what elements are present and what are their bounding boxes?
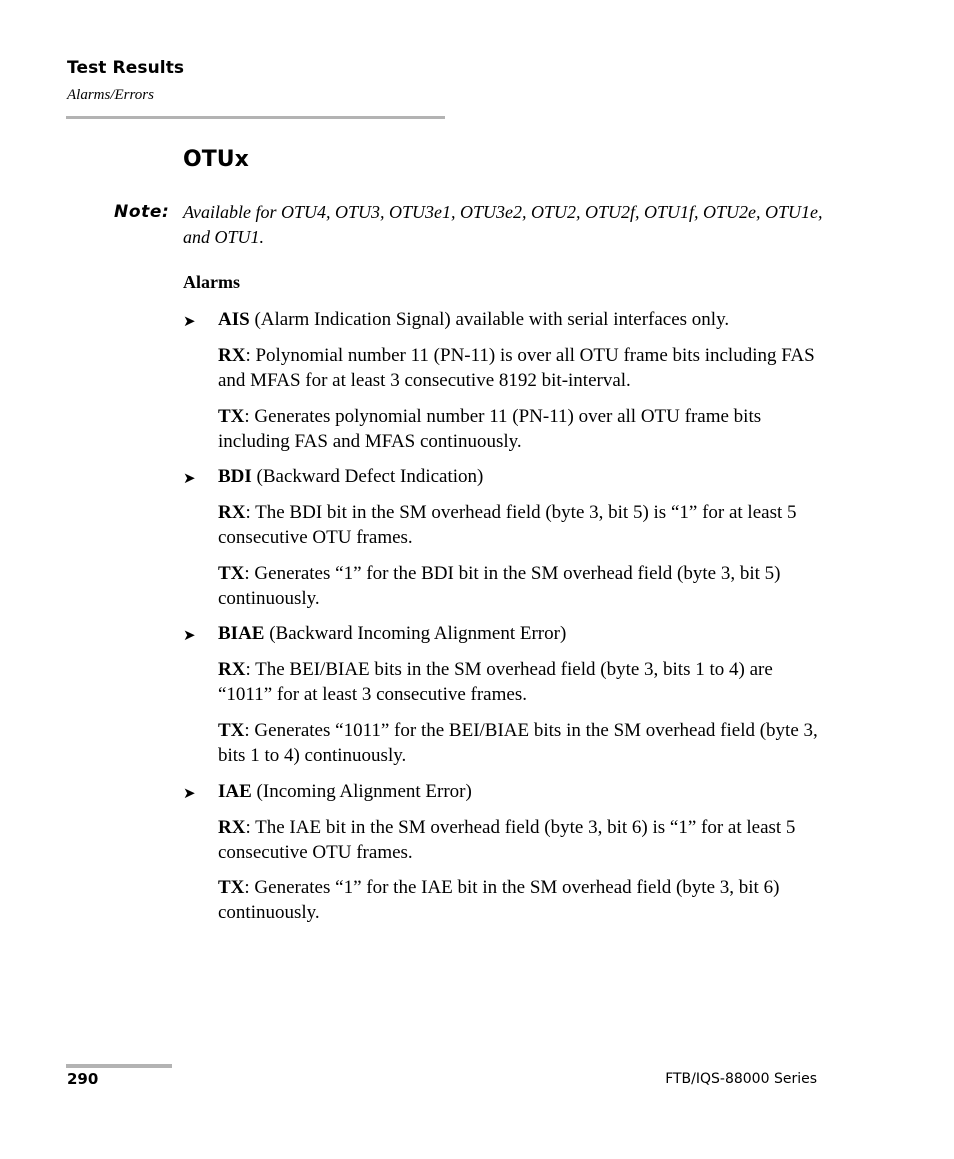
note-label: Note: (114, 202, 170, 222)
alarm-description: (Incoming Alignment Error) (251, 781, 472, 802)
bullet-arrow-icon: ➤ (183, 786, 196, 802)
rx-label: RX (218, 817, 246, 838)
alarm-item-biae (218, 621, 818, 646)
header-rule (66, 116, 445, 119)
tx-text: : Generates “1” for the BDI bit in the SM overhead field (byte 3, bit 5) continuously. (218, 563, 781, 609)
alarm-item-ais (218, 307, 818, 332)
alarms-heading: Alarms (183, 272, 240, 292)
tx-text: : Generates polynomial number 11 (PN-11) over all OTU frame bits including FAS and MFAS continuously. (218, 406, 762, 452)
rx-text: : The IAE bit in the SM overhead field (byte 3, bit 6) is “1” for at least 5 consecutive OTU frames. (218, 817, 796, 863)
rx-paragraph (218, 815, 818, 865)
tx-label: TX (218, 720, 245, 741)
bullet-arrow-icon: ➤ (183, 314, 196, 330)
tx-paragraph (218, 561, 818, 611)
bullet-arrow-icon: ➤ (183, 628, 196, 644)
tx-paragraph (218, 875, 818, 925)
alarm-item-bdi (218, 464, 818, 489)
rx-paragraph (218, 657, 818, 707)
rx-label: RX (218, 659, 246, 680)
tx-text: : Generates “1” for the IAE bit in the SM overhead field (byte 3, bit 6) continuously. (218, 877, 780, 923)
rx-label: RX (218, 502, 246, 523)
page-number: 290 (67, 1070, 99, 1088)
rx-text: : Polynomial number 11 (PN-11) is over all OTU frame bits including FAS and MFAS for at least 3 consecutive 8192 bit-interval. (218, 345, 815, 391)
bullet-arrow-icon: ➤ (183, 471, 196, 487)
rx-paragraph (218, 343, 818, 393)
alarm-description: (Backward Incoming Alignment Error) (264, 623, 567, 644)
running-header-subtitle: Alarms/Errors (67, 87, 154, 103)
rx-text: : The BDI bit in the SM overhead field (byte 3, bit 5) is “1” for at least 5 consecutive OTU frames. (218, 502, 797, 548)
tx-paragraph (218, 718, 818, 768)
tx-text: : Generates “1011” for the BEI/BIAE bits in the SM overhead field (byte 3, bits 1 to 4) continuously. (218, 720, 818, 766)
alarm-description: (Backward Defect Indication) (251, 466, 484, 487)
footer-rule (66, 1064, 172, 1068)
tx-label: TX (218, 563, 245, 584)
alarm-name: IAE (218, 781, 252, 802)
tx-paragraph (218, 404, 818, 454)
rx-paragraph (218, 500, 818, 550)
rx-label: RX (218, 345, 246, 366)
product-series: FTB/IQS-88000 Series (665, 1071, 817, 1087)
alarm-name: BDI (218, 466, 252, 487)
alarm-name: AIS (218, 309, 250, 330)
section-title: OTUx (183, 147, 249, 172)
alarm-item-iae (218, 779, 818, 804)
running-header-title: Test Results (67, 58, 185, 78)
note-text: Available for OTU4, OTU3, OTU3e1, OTU3e2, OTU2, OTU2f, OTU1f, OTU2e, OTU1e, and OTU1. (183, 202, 823, 247)
rx-text: : The BEI/BIAE bits in the SM overhead field (byte 3, bits 1 to 4) are “1011” for at least 3 consecutive frames. (218, 659, 773, 705)
alarm-description: (Alarm Indication Signal) available with serial interfaces only. (249, 309, 730, 330)
tx-label: TX (218, 877, 245, 898)
alarm-name: BIAE (218, 623, 265, 644)
tx-label: TX (218, 406, 245, 427)
